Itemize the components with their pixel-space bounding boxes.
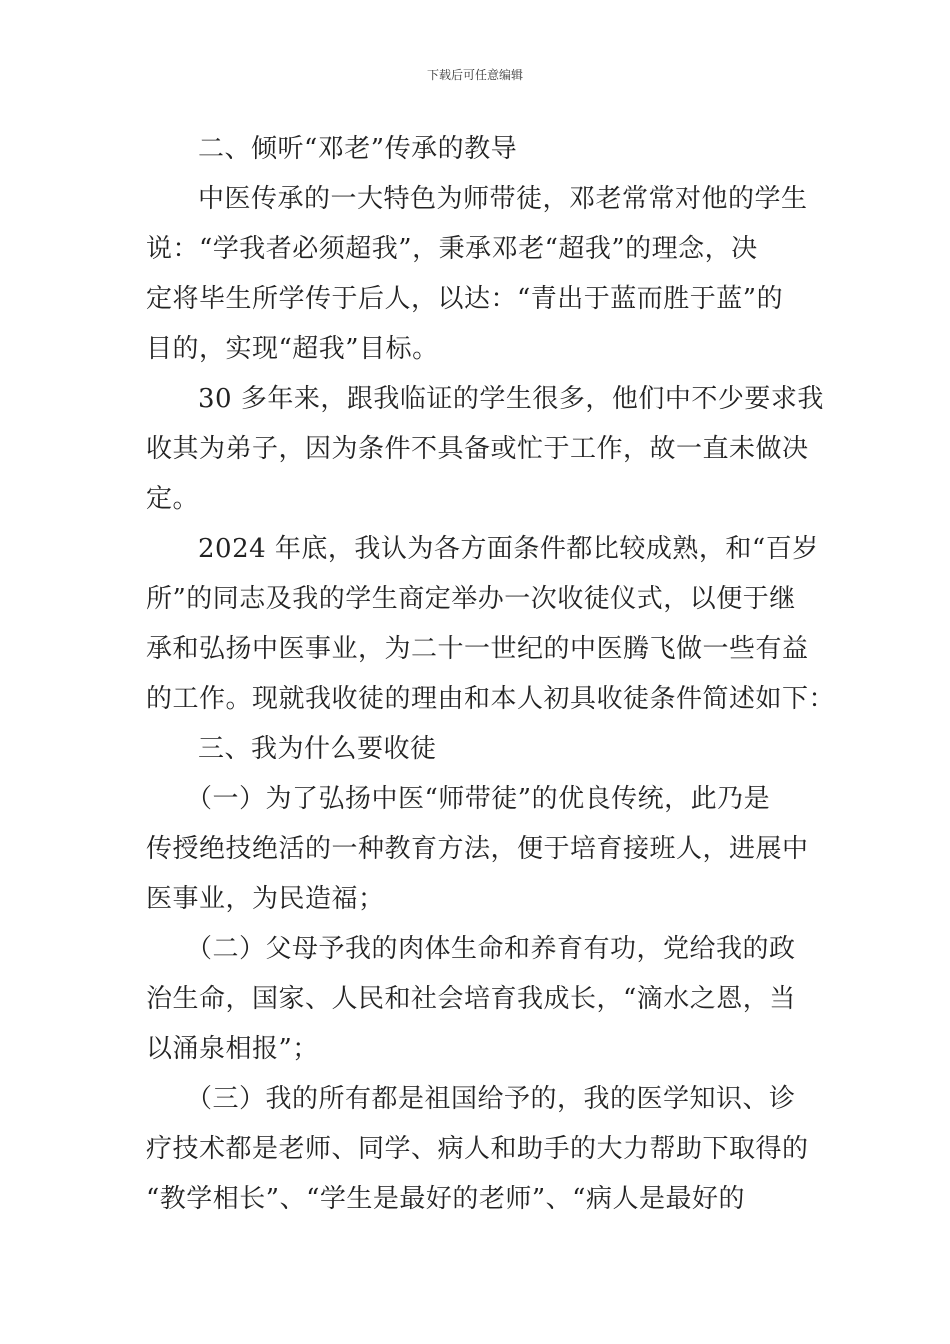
list-item-line: （一）为了弘扬中医“师带徒”的优良传统，此乃是 [186,784,771,814]
paragraph-line: 所”的同志及我的学生商定举办一次收徒仪式，以便于继 [146,584,796,614]
list-item-line: “教学相长”、“学生是最好的老师”、“病人是最好的 [146,1184,745,1214]
paragraph-line: 中医传承的一大特色为师带徒，邓老常常对他的学生 [198,184,808,214]
paragraph-line: 承和弘扬中医事业，为二十一世纪的中医腾飞做一些有益 [146,634,809,664]
section-heading-3: 三、我为什么要收徒 [198,734,437,764]
paragraph-line: 的工作。现就我收徒的理由和本人初具收徒条件简述如下： [146,684,836,714]
paragraph-line: 收其为弟子，因为条件不具备或忙于工作，故一直未做决 [146,434,809,464]
section-heading-2: 二、倾听“邓老”传承的教导 [198,134,518,164]
paragraph-line: 2024 年底，我认为各方面条件都比较成熟，和“百岁 [198,534,819,564]
paragraph-line: 定。 [146,484,200,514]
paragraph-line: 定将毕生所学传于后人，以达：“青出于蓝而胜于蓝”的 [146,284,784,314]
paragraph-line: 目的，实现“超我”目标。 [146,334,439,364]
list-item-line: （三）我的所有都是祖国给予的，我的医学知识、诊 [186,1084,796,1114]
paragraph-line: 30 多年来，跟我临证的学生很多，他们中不少要求我 [198,384,824,414]
document-body [146,124,836,1224]
list-item-line: 以涌泉相报”； [146,1034,319,1064]
list-item-line: （二）父母予我的肉体生命和养育有功，党给我的政 [186,934,796,964]
list-item-line: 传授绝技绝活的一种教育方法，便于培育接班人，进展中 [146,834,809,864]
list-item-line: 疗技术都是老师、同学、病人和助手的大力帮助下取得的 [146,1134,809,1164]
page-header: 下载后可任意编辑 [426,68,523,82]
paragraph-line: 说：“学我者必须超我”，秉承邓老“超我”的理念，决 [146,234,758,264]
list-item-line: 医事业，为民造福； [146,884,385,914]
list-item-line: 治生命，国家、人民和社会培育我成长，“滴水之恩，当 [146,984,796,1014]
